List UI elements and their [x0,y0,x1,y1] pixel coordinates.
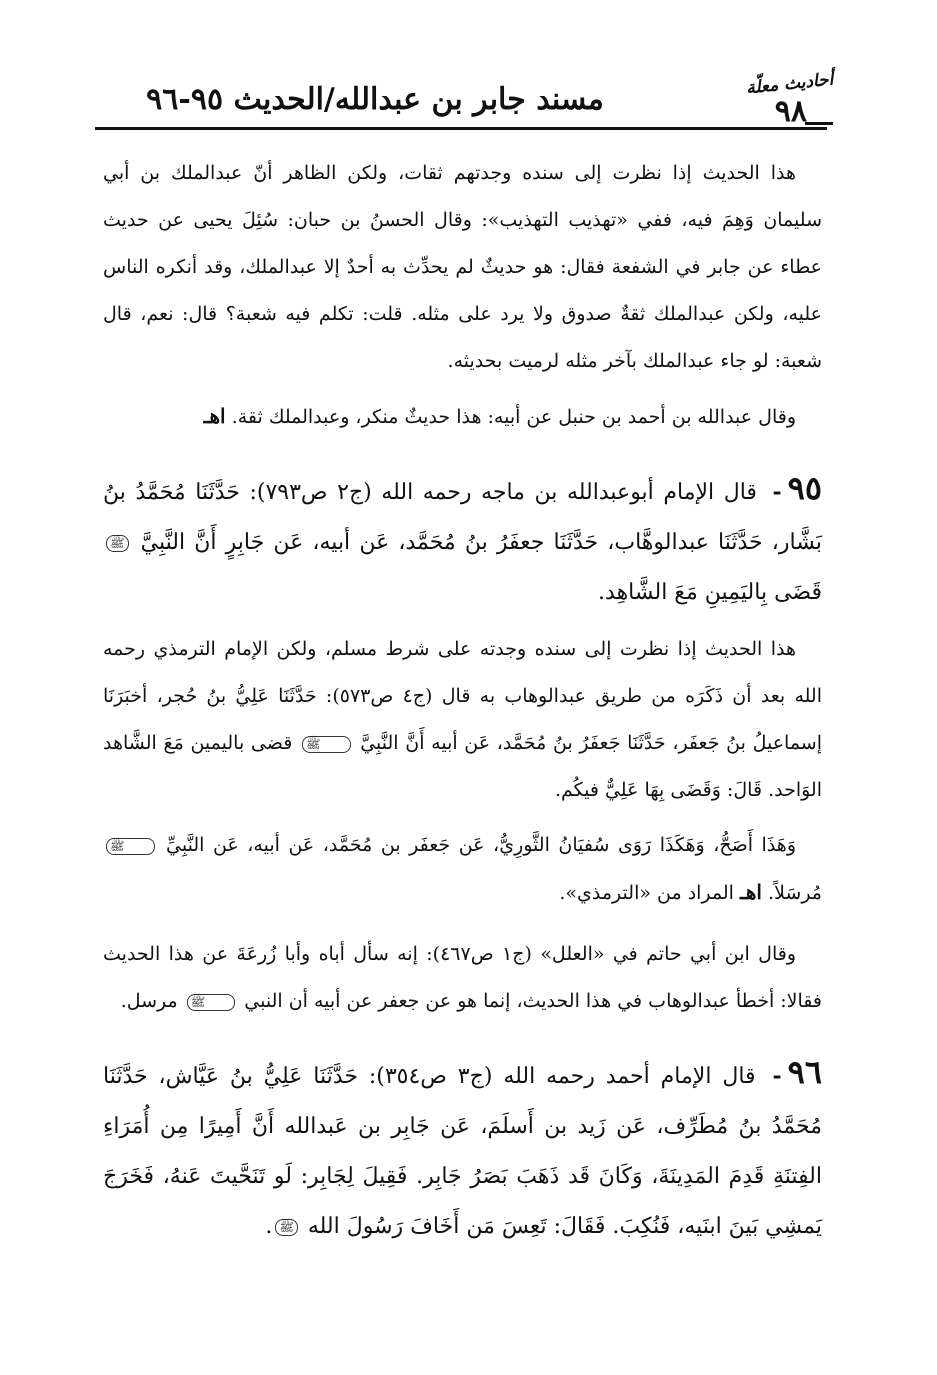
page-header [95,69,834,140]
ah-abbreviation: اهـ [203,404,226,428]
paragraph-text: هذا الحديث إذا نظرت إلى سنده وجدتهم ثقات، ولكن الظاهر أنّ عبدالملك بن أبي سليمان وَهِمَ فيه، ففي «تهذيب التهذيب»: وقال الحسنُ بن حبان: سُئِلَ يحيى عن حديث عطاء عن جابر في الشفعة فقال: هو حديثٌ لم يحدِّث به أحدٌ إلا عبدالملك، وقد أنكره الناس عليه، ولكن عبدالملك ثقةٌ صدوق ولا يرد على مثله. قلت: تكلم فيه شعبة؟ قال: نعم، قال شعبة: لو جاء عبدالملك بآخر مثله لرميت بحديثه. [103,162,822,372]
ah-abbreviation: اهـ [740,880,762,904]
paragraph-commentary-3 [103,626,822,814]
paragraph-text: هذا الحديث إذا نظرت إلى سنده وجدته على شرط مسلم، ولكن الإمام الترمذي رحمه الله بعد أن ذَكَرَه من طريق عبدالوهاب به قال (ج٤ ص٥٧٣): حَدَّثَنَا عَلِيُّ بنُ حُجر، أخبَرَنَا إسماعيلُ بنُ جَعفَر، حَدَّثَنَا جَعفَرُ بنُ مُحَمَّد، عَن أبيه أَنَّ النَّبِيَّ [103,638,822,754]
salla-mark-icon: ﷺ [275,1219,298,1236]
running-title: مسند جابر بن عبدالله/الحديث ٩٥-٩٦ [146,82,604,117]
hadith-dash: - [772,479,782,505]
header-rule [95,127,827,130]
hadith-text-end: قَضَى بِاليَمِينِ مَعَ الشَّاهِد. [598,580,822,605]
paragraph-text-end: قضى باليمين مَعَ الشَّاهد الوَاحد. قَالَ: وَقَضَى بِهَا عَلِيٌّ فيكُم. [103,732,822,801]
paragraph-commentary-1 [103,150,822,385]
series-title: أحاديث معلّة [744,69,834,99]
salla-mark-icon: ﷺ [187,994,236,1011]
paragraph-text: وقال ابن أبي حاتم في «العلل» (ج١ ص٤٦٧): إنه سأل أباه وأبا زُرعَةَ عن هذا الحديث فقالا: أخطأ عبدالوهاب في هذا الحديث، إنما هو عن جعفر عن أبيه أن النبي [103,943,822,1012]
header-rule-mark [805,122,833,125]
page-body [103,150,822,1252]
paragraph-text: وقال عبدالله بن أحمد بن حنبل عن أبيه: هذا حديثٌ منكر، وعبدالملك ثقة. [231,406,796,428]
hadith-number: ٩٥ [787,469,823,507]
paragraph-text-mid: مُرسَلاً. [768,882,822,904]
hadith-dash: - [772,1063,782,1089]
hadith-96: ٩٦- قال الإمام أحمد رحمه الله (ج٣ ص٣٥٤): حَدَّثَنَا عَلِيُّ بنُ عَيَّاش، حَدَّثَنَا مُحَمَّدُ بنُ مُطَرِّف، عَن زَيد بن أَسلَمَ، عَن جَابِر بن عَبدالله أَنَّ أَمِيرًا مِن أُمَرَاءِ الفِتنَةِ قَدِمَ المَدِينَةَ، وَكَانَ قَد ذَهَبَ بَصَرُ جَابِر. فَقِيلَ لِجَابِر: لَو تَنَحَّيتَ عَنهُ، فَخَرَجَ يَمشِي بَينَ ابنَيه، فَنُكِبَ. فَقَالَ: تَعِسَ مَن أَخَافَ رَسُولَ الله ﷺ. [103,1053,822,1239]
paragraph-commentary-4 [103,822,822,917]
salla-mark-icon: ﷺ [106,535,129,552]
hadith-text: قال الإمام أحمد رحمه الله (ج٣ ص٣٥٤): حَدَّثَنَا عَلِيُّ بنُ عَيَّاش، حَدَّثَنَا مُحَمَّدُ بنُ مُطَرِّف، عَن زَيد بن أَسلَمَ، عَن جَابِر بن عَبدالله أَنَّ أَمِيرًا مِن أُمَرَاءِ الفِتنَةِ قَدِمَ المَدِينَةَ، وَكَانَ قَد ذَهَبَ بَصَرُ جَابِر. فَقِيلَ لِجَابِر: لَو تَنَحَّيتَ عَنهُ، فَخَرَجَ يَمشِي بَينَ ابنَيه، فَنُكِبَ. فَقَالَ: تَعِسَ مَن أَخَافَ رَسُولَ الله [103,1064,822,1239]
paragraph-commentary-2 [103,393,822,441]
hadith-95 [103,463,822,618]
salla-mark-icon: ﷺ [106,838,155,855]
salla-mark-icon: ﷺ [302,736,351,753]
paragraph-text-end: مرسل. [120,990,178,1012]
hadith-number: ٩٦ [787,1053,822,1091]
hadith-text: قال الإمام أبوعبدالله بن ماجه رحمه الله (ج٢ ص٧٩٣): حَدَّثَنَا مُحَمَّدُ بنُ بَشَّار، حَدَّثَنَا عبدالوهَّاب، حَدَّثَنَا جعفَرُ بنُ مُحَمَّد، عَن أبيه، عَن جَابِرٍ أَنَّ النَّبِيَّ [103,480,822,555]
page-number: ٩٨ [774,94,807,129]
paragraph-text-end: المراد من «الترمذي». [559,882,734,904]
paragraph-text: وَهَذَا أَصَحُّ، وَهَكَذَا رَوَى سُفيَانُ الثَّورِيُّ، عَن جَعفَر بن مُحَمَّد، عَن أبيه، عَن النَّبِيِّ [166,834,796,856]
paragraph-commentary-5 [103,931,822,1025]
